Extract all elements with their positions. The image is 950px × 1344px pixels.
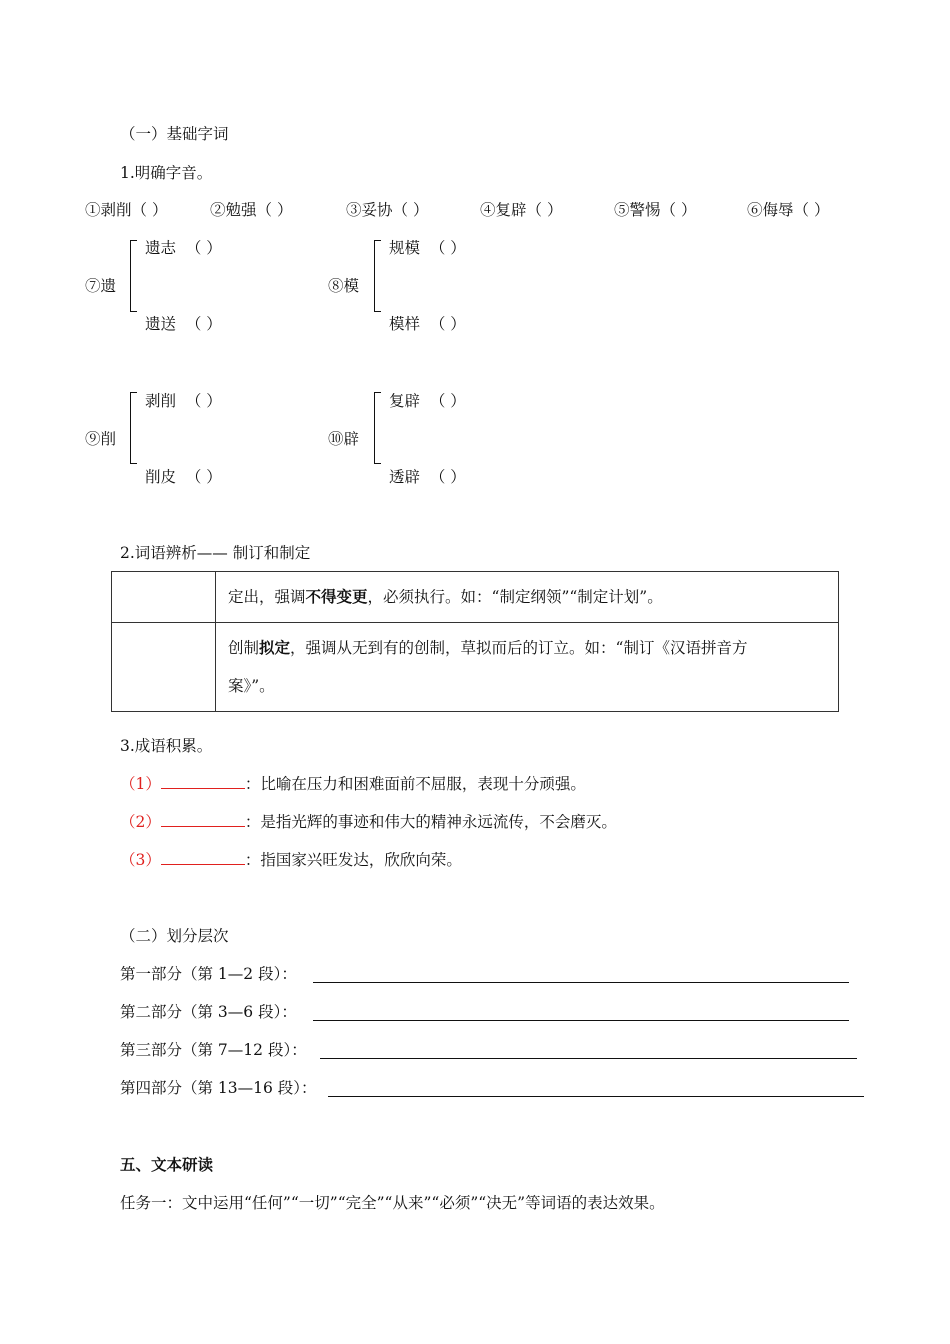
section-layers-title: （二）划分层次: [120, 927, 229, 945]
part-4-answer-line[interactable]: [328, 1096, 864, 1097]
answer-paren[interactable]: （ ）: [392, 201, 429, 219]
group-top-word: 复辟 （ ）: [389, 392, 466, 410]
idiom-item-1: （1） ：比喻在压力和困难面前不屈服，表现十分顽强。: [120, 775, 586, 793]
brace-icon: [374, 240, 381, 312]
answer-paren[interactable]: （ ）: [429, 239, 466, 257]
answer-paren[interactable]: （ ）: [185, 392, 222, 410]
answer-paren[interactable]: （ ）: [185, 315, 222, 333]
group-bottom-word: 遗送 （ ）: [145, 315, 222, 333]
answer-cell[interactable]: [112, 572, 216, 623]
answer-paren[interactable]: （ ）: [429, 468, 466, 486]
group-head-xue: ⑨削: [85, 430, 117, 448]
group-head-mo: ⑧模: [328, 277, 360, 295]
group-top-word: 剥削 （ ）: [145, 392, 222, 410]
section-text-study-title: 五、文本研读: [120, 1155, 214, 1174]
brace-icon: [130, 240, 137, 312]
part-2-answer-line[interactable]: [313, 1020, 849, 1021]
part-4-label: 第四部分（第 13—16 段）：: [120, 1079, 317, 1097]
answer-paren[interactable]: （ ）: [185, 468, 222, 486]
part-3-answer-line[interactable]: [320, 1058, 857, 1059]
pinyin-item-1: ①剥削（ ）: [85, 201, 168, 219]
group-bottom-word: 透辟 （ ）: [389, 468, 466, 486]
word-comparison-table: [111, 571, 839, 712]
pinyin-item-4: ④复辟（ ）: [480, 201, 563, 219]
idiom-item-3: （3） ：指国家兴旺发达，欣欣向荣。: [120, 851, 462, 869]
brace-icon: [374, 392, 381, 464]
task-1: 任务一：文中运用“任何”“一切”“完全”“从来”“必须”“决无”等词语的表达效果。: [120, 1194, 665, 1212]
pinyin-item-2: ②勉强（ ）: [210, 201, 293, 219]
section-basic-words-title: （一）基础字词: [120, 125, 229, 143]
idiom-item-2: （2） ：是指光辉的事迹和伟大的精神永远流传，不会磨灭。: [120, 813, 617, 831]
answer-paren[interactable]: （ ）: [793, 201, 830, 219]
part-1-label: 第一部分（第 1—2 段）：: [120, 965, 297, 983]
answer-paren[interactable]: （ ）: [660, 201, 697, 219]
part-1-answer-line[interactable]: [313, 982, 849, 983]
answer-paren[interactable]: （ ）: [256, 201, 293, 219]
definition-cell: 定出，强调不得变更，必须执行。如：“制定纲领”“制定计划”。: [216, 572, 839, 623]
question-1-title: 1.明确字音。: [120, 164, 213, 182]
group-head-yi: ⑦遗: [85, 277, 117, 295]
answer-paren[interactable]: （ ）: [526, 201, 563, 219]
group-top-word: 遗志 （ ）: [145, 239, 222, 257]
group-bottom-word: 削皮 （ ）: [145, 468, 222, 486]
part-3-label: 第三部分（第 7—12 段）：: [120, 1041, 307, 1059]
answer-cell[interactable]: [112, 623, 216, 712]
idiom-blank[interactable]: [161, 850, 245, 865]
idiom-blank[interactable]: [161, 774, 245, 789]
pinyin-item-6: ⑥侮辱（ ）: [747, 201, 830, 219]
group-head-pi: ⑩辟: [328, 430, 360, 448]
group-top-word: 规模 （ ）: [389, 239, 466, 257]
question-2-title: 2.词语辨析—— 制订和制定: [120, 544, 311, 562]
answer-paren[interactable]: （ ）: [185, 239, 222, 257]
answer-paren[interactable]: （ ）: [131, 201, 168, 219]
answer-paren[interactable]: （ ）: [429, 315, 466, 333]
idiom-blank[interactable]: [161, 812, 245, 827]
brace-icon: [130, 392, 137, 464]
table-row: [112, 623, 839, 712]
part-2-label: 第二部分（第 3—6 段）：: [120, 1003, 297, 1021]
pinyin-item-3: ③妥协（ ）: [346, 201, 429, 219]
group-bottom-word: 模样 （ ）: [389, 315, 466, 333]
table-row: [112, 572, 839, 623]
definition-cell: 创制拟定，强调从无到有的创制，草拟而后的订立。如：“制订《汉语拼音方 案》”。: [216, 623, 839, 712]
answer-paren[interactable]: （ ）: [429, 392, 466, 410]
pinyin-item-5: ⑤警惕（ ）: [614, 201, 697, 219]
question-3-title: 3.成语积累。: [120, 737, 213, 755]
